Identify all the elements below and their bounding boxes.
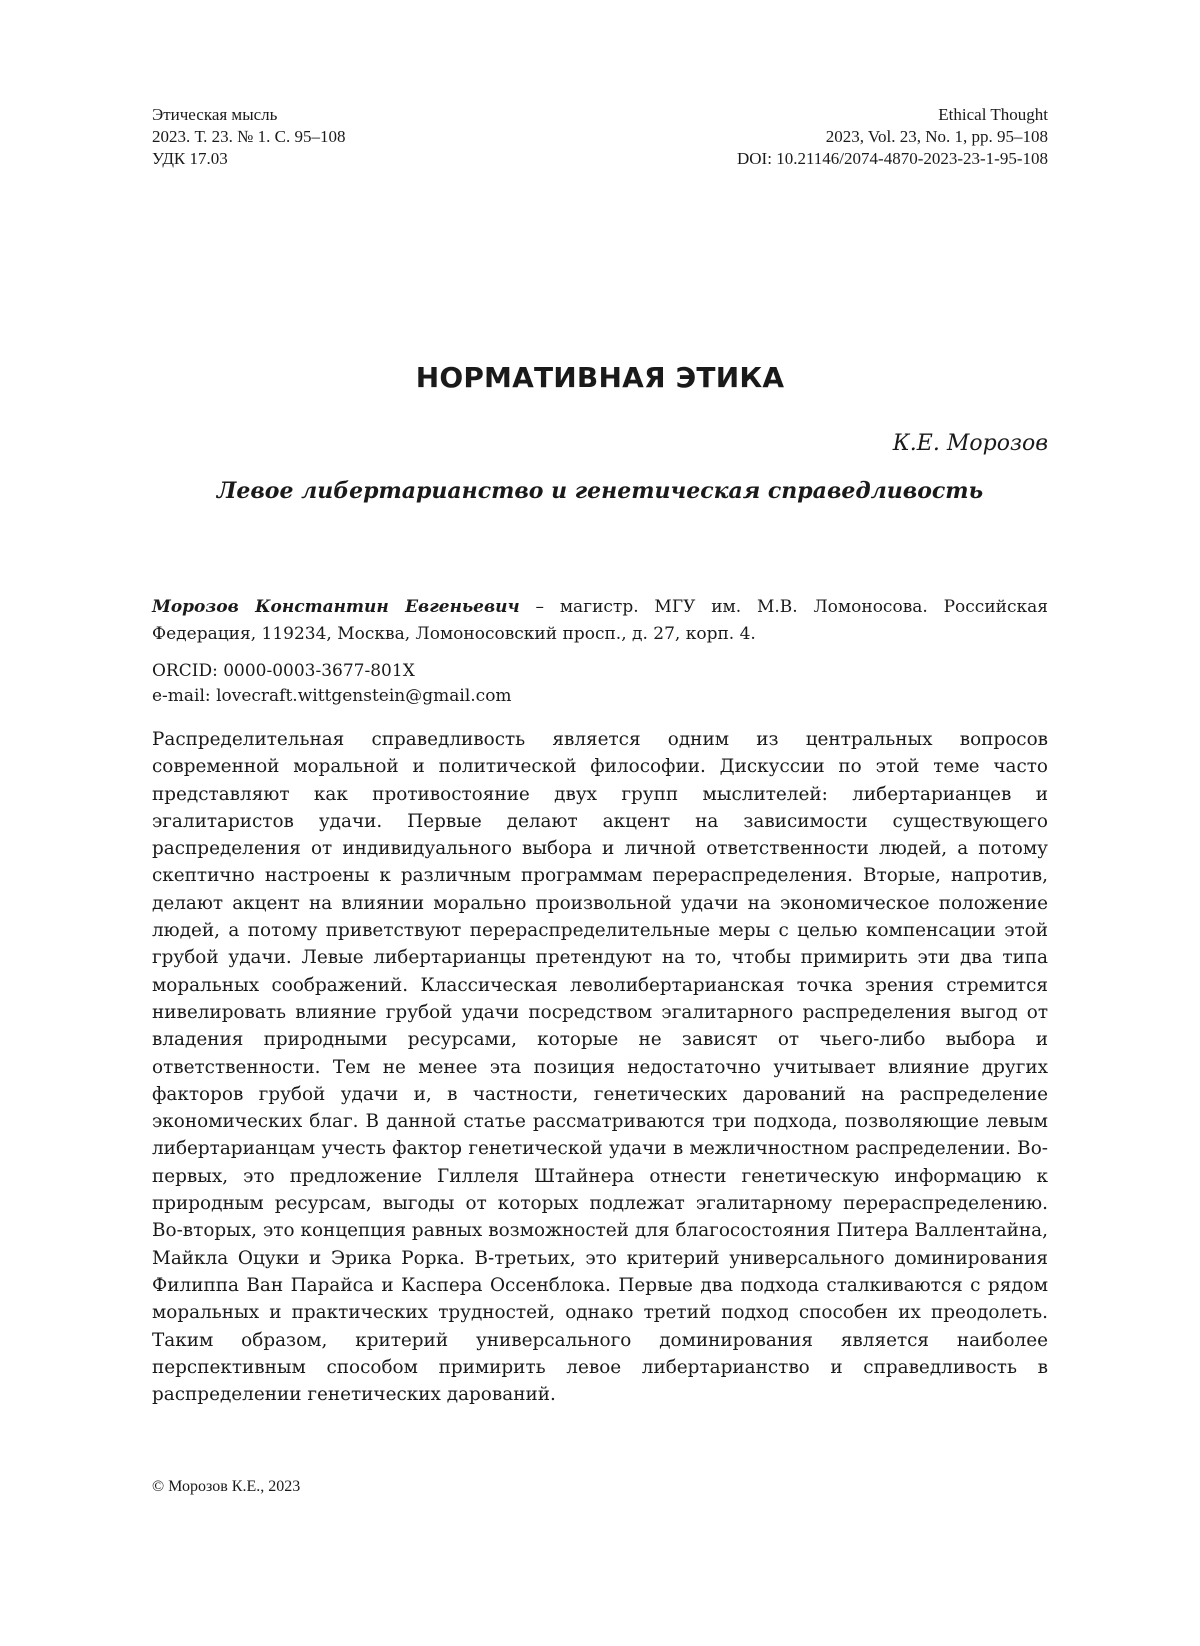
- journal-name-en: Ethical Thought: [938, 105, 1048, 124]
- journal-header-ru: [152, 104, 346, 170]
- article-title: Левое либертарианство и генетическая справедливость: [216, 478, 984, 504]
- email: e-mail: lovecraft.wittgenstein@gmail.com: [152, 686, 512, 706]
- orcid: ORCID: 0000-0003-3677-801X: [152, 661, 415, 681]
- issue-info-en: 2023, Vol. 23, No. 1, pp. 95–108: [825, 127, 1048, 146]
- udk-code: УДК 17.03: [152, 149, 228, 168]
- author-affiliation: [152, 594, 1048, 648]
- issue-info-ru: 2023. Т. 23. № 1. С. 95–108: [152, 127, 346, 146]
- journal-header-en: [737, 104, 1048, 170]
- author-full-name: Морозов Константин Евгеньевич: [152, 597, 520, 617]
- section-title: НОРМАТИВНАЯ ЭТИКА: [415, 361, 785, 394]
- author-details: – магистр. МГУ им. М.В. Ломоносова. Российская Федерация, 119234, Москва, Ломоносовский просп., д. 27, корп. 4.: [152, 597, 1048, 644]
- author-contacts: [152, 659, 1048, 709]
- abstract: Распределительная справедливость является одним из центральных вопросов современной моральной и политической философии. Дискуссии по этой теме часто представляют как противостояние двух групп мыслителей: либертарианцев и эгалитаристов удачи. Первые делают акцент на зависимости существующего распределения от индивидуального выбора и личной ответственности людей, а потому скептично настроены к различным программам перераспределения. Вторые, напротив, делают акцент на влиянии морально произвольной удачи на экономическое положение людей, а потому приветствуют перераспределительные меры с целью компенсации этой грубой удачи. Левые либертарианцы претендуют на то, чтобы примирить эти два типа моральных соображений. Классическая леволибертарианская точка зрения стремится нивелировать влияние грубой удачи посредством эгалитарного распределения выгод от владения природными ресурсами, которые не зависят от чьего-либо выбора и ответственности. Тем не менее эта позиция недостаточно учитывает влияние других факторов грубой удачи и, в частности, генетических дарований на распределение экономических благ. В данной статье рассматриваются три подхода, позволяющие левым либертарианцам учесть фактор генетической удачи в межличностном распределении. Во-первых, это предложение Гиллеля Штайнера отнести генетическую информацию к природным ресурсам, выгоды от которых подлежат эгалитарному перераспределению. Во-вторых, это концепция равных возможностей для благосостояния Питера Валлентайна, Майкла Оцуки и Эрика Рорка. В-третьих, это критерий универсального доминирования Филиппа Ван Парайса и Каспера Оссенблока. Первые два подхода сталкиваются с рядом моральных и практических трудностей, однако третий подход способен их преодолеть. Таким образом, критерий универсального доминирования является наиболее перспективным способом примирить левое либертарианство и справедливость в распределении генетических дарований.: [152, 729, 1048, 1406]
- copyright: © Морозов К.Е., 2023: [152, 1478, 301, 1495]
- doi: DOI: 10.21146/2074-4870-2023-23-1-95-108: [737, 149, 1048, 168]
- journal-name-ru: Этическая мысль: [152, 105, 278, 124]
- author-byline: К.Е. Морозов: [892, 431, 1048, 456]
